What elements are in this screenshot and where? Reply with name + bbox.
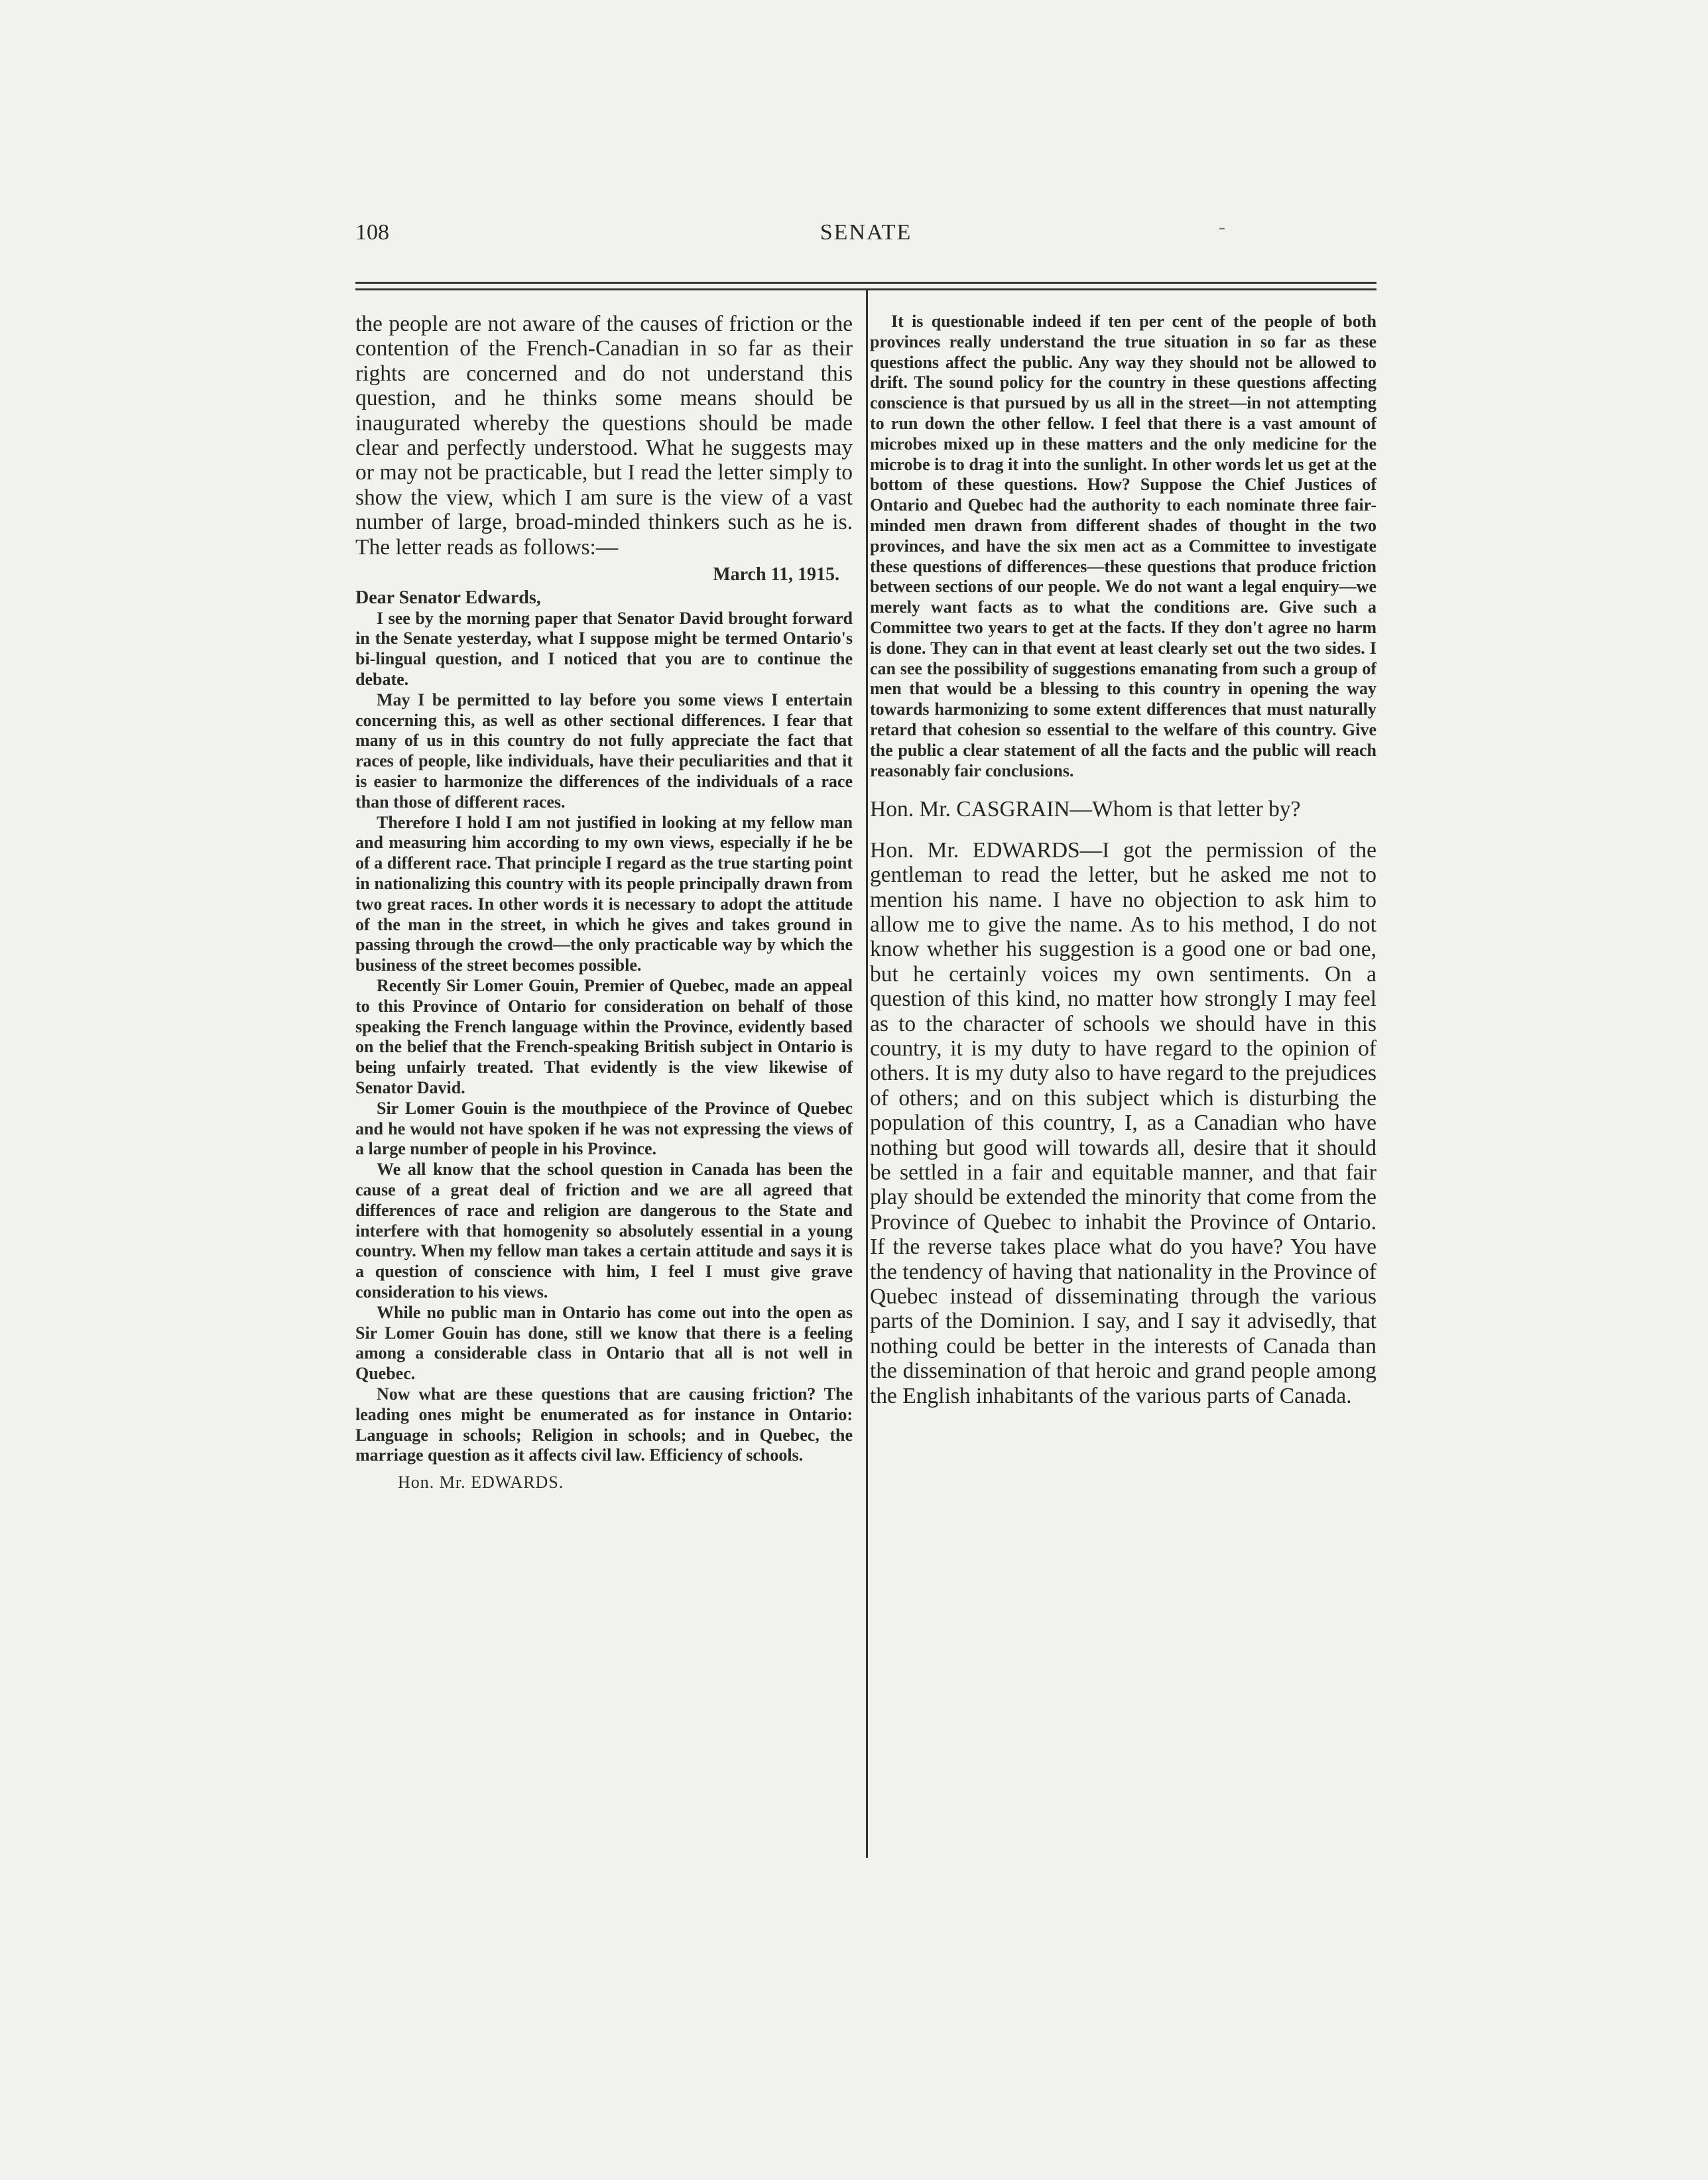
letter-paragraph: May I be permitted to lay before you some views I entertain concerning this, as well as other sectional differences. I fear that many of us in this country do not fully appreciate the fact that races of people, like individuals, have their peculiarities and that it is easier to harmonize the differences of the individuals of a race than those of different races. [355, 690, 853, 812]
letter-paragraph: Recently Sir Lomer Gouin, Premier of Quebec, made an appeal to this Province of Ontario for consideration on behalf of those speaking the French language within the Province, evidently based on the belief that the French-speaking British subject in Ontario is being unfairly treated. That evidently is the view likewise of Senator David. [355, 976, 853, 1097]
stray-mark: - [1219, 216, 1225, 238]
header-double-rule [355, 282, 1376, 290]
letter-body [355, 609, 853, 1466]
page-header [355, 216, 1376, 260]
letter-signature: Hon. Mr. EDWARDS. [398, 1473, 564, 1492]
letter-paragraph: Therefore I hold I am not justified in looking at my fellow man and measuring him according to my own views, especially if he be of a different race. That principle I regard as the true starting point in nationalizing this country with its people principally drawn from two great races. In other words it is necessary to adopt the attitude of the man in the street, in which he gives and takes ground in passing through the crowd—the only practicable way by which the business of the street becomes possible. [355, 812, 853, 975]
letter-paragraph: While no public man in Ontario has come out into the open as Sir Lomer Gouin has done, still we know that there is a feeling among a considerable class in Ontario that all is not well in Quebec. [355, 1302, 853, 1384]
letter-salutation: Dear Senator Edwards, [355, 587, 541, 608]
letter-paragraph: I see by the morning paper that Senator David brought forward in the Senate yesterday, what I suppose might be termed Ontario's bi-lingual question, and I noticed that you are to continue the debate. [355, 608, 853, 690]
left-column [355, 312, 853, 1493]
column-divider [866, 290, 868, 1858]
letter-paragraph: Now what are these questions that are causing friction? The leading ones might be enumerated as for instance in Ontario: Language in schools; Religion in schools; and in Quebec, the marriage question as it affects civil law. Efficiency of schools. [355, 1384, 853, 1465]
right-column [870, 312, 1376, 1408]
running-head: SENATE [820, 220, 912, 245]
page-number: 108 [355, 220, 389, 245]
rule-top [355, 282, 1376, 284]
speech-intro: the people are not aware of the causes of friction or the contention of the French-Canadian in so far as their rights are concerned and do not understand this question, and he thinks some means should be inaugurated whereby the questions should be made clear and perfectly understood. What he suggests may or may not be practicable, but I read the letter simply to show the view, which I am sure is the view of a vast number of large, broad-minded thinkers such as he is. The letter reads as follows:— [355, 312, 853, 560]
spacer [870, 781, 1376, 797]
interjection-casgrain: Hon. Mr. CASGRAIN—Whom is that letter by? [870, 797, 1301, 822]
letter-paragraph: Sir Lomer Gouin is the mouthpiece of the Province of Quebec and he would not have spoken if he was not expressing the views of a large number of people in his Province. [355, 1098, 853, 1159]
letter-paragraph: We all know that the school question in Canada has been the cause of a great deal of friction and we are all agreed that differences of race and religion are dangerous to the State and interfere with that homogenity so absolutely essential in a young country. When my fellow man takes a certain attitude and says it is a question of conscience with him, I feel I must give grave consideration to his views. [355, 1160, 853, 1302]
letter-continued: It is questionable indeed if ten per cent of the people of both provinces really understand the true situation in so far as these questions affect the public. Any way they should not be allowed to drift. The sound policy for the country in these questions affecting conscience is that pursued by us all in the street—in not attempting to run down the other fellow. I feel that there is a vast amount of microbes mixed up in these matters and the only medicine for the microbe is to drag it into the sunlight. In other words let us get at the bottom of these questions. How? Suppose the Chief Justices of Ontario and Quebec had the authority to each nominate three fair-minded men drawn from different shades of thought in the two provinces, and have the six men act as a Committee to investigate these questions of differences—these questions that produce friction between sections of our people. We do not want a legal enquiry—we merely want facts as to what the conditions are. Give such a Committee two years to get at the facts. If they don't agree no harm is done. They can in that event at least clearly set out the two sides. I can see the possibility of suggestions emanating from such a group of men that would be a blessing to this country in opening the way towards harmonizing to some extent differences that must naturally retard that cohesion so essential to the welfare of this country. Give the public a clear statement of all the facts and the public will reach reasonably fair conclusions. [870, 312, 1376, 780]
reply-edwards: Hon. Mr. EDWARDS—I got the permission of the gentleman to read the letter, but he asked me not to mention his name. I have no objection to ask him to allow me to give the name. As to his method, I do not know whether his suggestion is a good one or bad one, but he certainly voices my own sentiments. On a question of this kind, no matter how strongly I may feel as to the character of schools we should have in this country, it is my duty to have regard to the opinion of others. It is my duty also to have regard to the prejudices of others; and on this subject which is disturbing the population of this country, I, as a Canadian who have nothing but good will towards all, desire that it should be settled in a fair and equitable manner, and that fair play should be extended the minority that come from the Province of Quebec to inhabit the Province of Ontario. If the reverse takes place what do you have? You have the tendency of having that nationality in the Province of Quebec instead of disseminating through the various parts of the Dominion. I say, and I say it advisedly, that nothing could be better in the interests of Canada than the dissemination of that heroic and grand people among the English inhabitants of the various parts of Canada. [870, 837, 1376, 1408]
spacer [870, 822, 1376, 838]
letter-date: March 11, 1915. [713, 564, 839, 585]
